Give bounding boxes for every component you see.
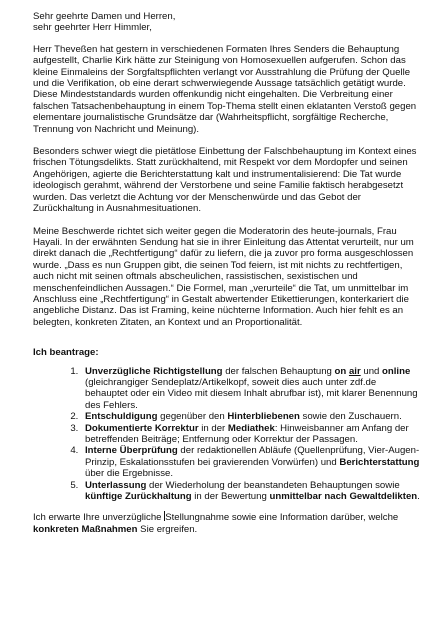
request-5-text-2: in der Bewertung bbox=[191, 491, 270, 503]
request-3-text: in der bbox=[198, 422, 228, 434]
paragraph-false-claim: Herr Theveßen hat gestern in verschiedenen Formaten Ihres Senders die Behauptung aufgestellt, Charlie Kirk hätte zur Steinigung von Homosexuellen aufgerufen. Schon das kleine Einmaleins der Sorgfaltspflichten verlangt vor Ausstrahlung die Prüfung der Quelle und die Verifikation, ob eine derart schwerwiegende Aussage tatsächlich getätigt wurde. Diese Mindeststandards wurden offenkundig nicht eingehalten. Die Verbreitung einer falschen Tatsachenbehauptung in einem Top-Thema stellt einen eklatanten Verstoß gegen elementare journalistische Grundsätze dar (Wahrheitspflicht, sorgfältige Recherche, Trennung von Nachricht und Meinung). bbox=[33, 43, 417, 135]
closing-start: Ich erwarte Ihre unverzügliche bbox=[33, 512, 165, 524]
salutation-line-2: sehr geehrter Herr Himmler, bbox=[33, 22, 152, 34]
request-2-bold: Entschuldigung bbox=[85, 411, 158, 423]
paragraph-context: Besonders schwer wiegt die pietätlose Einbettung der Falschbehauptung im Kontext eines frischen Tötungsdelikts. Statt zurückhaltend, mit Respekt vor dem Mordopfer und seinen Angehörigen, agierte die Berichterstattung kalt und instrumentalisierend: Die Tat wurde ideologisch gerahmt, während der Verstorbene und seine Familie faktisch herabgesetzt wurden. Das verletzt die Achtung vor der Menschenwürde und das Gebot der Zurückhaltung in Ausnahmesituationen. bbox=[33, 146, 417, 215]
request-2-tail: sowie den Zuschauern. bbox=[299, 411, 402, 423]
request-3-bold-2: Mediathek bbox=[227, 422, 275, 434]
request-item-cease bbox=[81, 480, 420, 503]
request-item-internal-review bbox=[81, 445, 420, 479]
request-4-text: der redaktionellen Abläufe (Quellenprüfung, Vier-Augen-Prinzip, Eskalationsstufen bei gravierenden Vorwürfen) und bbox=[85, 445, 420, 468]
request-4-bold: Interne Überprüfung bbox=[85, 445, 178, 457]
request-5-tail: . bbox=[417, 491, 420, 503]
request-1-detail: (gleichrangiger Sendeplatz/Artikelkopf, soweit dies auch unter zdf.de behauptet oder ein Video mit diesem Inhalt abrufbar ist), mit klarer Benennung des Fehlers. bbox=[85, 376, 418, 411]
request-3-tail: : Hinweisbanner am Anfang der betreffenden Beiträge; Entfernung oder Korrektur der Passagen. bbox=[85, 422, 409, 445]
salutation-line-1: Sehr geehrte Damen und Herren, bbox=[33, 11, 176, 22]
request-5-bold-3: unmittelbar nach Gewaltdelikten bbox=[269, 491, 418, 503]
request-1-text: der falschen Behauptung bbox=[222, 365, 335, 377]
request-2-text: gegenüber den bbox=[157, 411, 228, 423]
closing-paragraph bbox=[33, 511, 420, 535]
request-1-and: und bbox=[360, 365, 383, 377]
request-2-bold-2: Hinterbliebenen bbox=[227, 411, 300, 423]
request-1-bold: Unverzügliche Richtigstellung bbox=[85, 365, 223, 377]
request-1-online: online bbox=[382, 365, 411, 377]
request-1-on: on bbox=[334, 365, 349, 377]
request-item-documented-correction bbox=[81, 423, 420, 446]
request-heading: Ich beantrage: bbox=[33, 347, 99, 359]
paragraph-moderator: Meine Beschwerde richtet sich weiter gegen die Moderatorin des heute-journals, Frau Hayali. In der erwähnten Sendung hat sie in ihrer Einleitung das Attentat verurteilt, nur um direkt danach die „Rechtfertigung“ dafür zu liefern, die ja zuvor pro forma ausgeschlossen wurde. „Dass es nun Gruppen gibt, die seinen Tod feiern, ist mit nichts zu rechtfertigen, auch nicht mit seinen oftmals abscheulichen, rassistischen, sexistischen und menschenfeindlichen Aussagen.“ Die Formel, man „verurteile“ die Tat, um unmittelbar im Anschluss eine „Rechtfertigung“ in Gestalt abwertender Etikettierungen, konterkariert die angebliche Distanz. Das ist Framing, keine nüchterne Information. Auch hier fehlt es an belegten, konkreten Zitaten, an Kontext und an Proportionalität. bbox=[33, 225, 414, 328]
closing-bold: konkreten Maßnahmen bbox=[33, 523, 138, 535]
request-5-bold-2: künftige Zurückhaltung bbox=[85, 491, 192, 503]
request-4-tail: über die Ergebnisse. bbox=[85, 468, 173, 480]
request-5-text: der Wiederholung der beanstandeten Behauptungen sowie bbox=[146, 479, 400, 491]
request-item-correction bbox=[81, 366, 420, 412]
closing-middle: Stellungnahme sowie eine Information darüber, welche bbox=[165, 512, 399, 524]
request-3-bold: Dokumentierte Korrektur bbox=[85, 422, 199, 434]
request-1-air: air bbox=[348, 365, 361, 377]
closing-end: Sie ergreifen. bbox=[137, 523, 198, 535]
request-4-bold-2: Berichterstattung bbox=[339, 456, 420, 468]
request-item-apology bbox=[81, 411, 420, 422]
request-5-bold: Unterlassung bbox=[85, 479, 147, 491]
request-list bbox=[33, 366, 420, 503]
salutation bbox=[33, 11, 420, 34]
